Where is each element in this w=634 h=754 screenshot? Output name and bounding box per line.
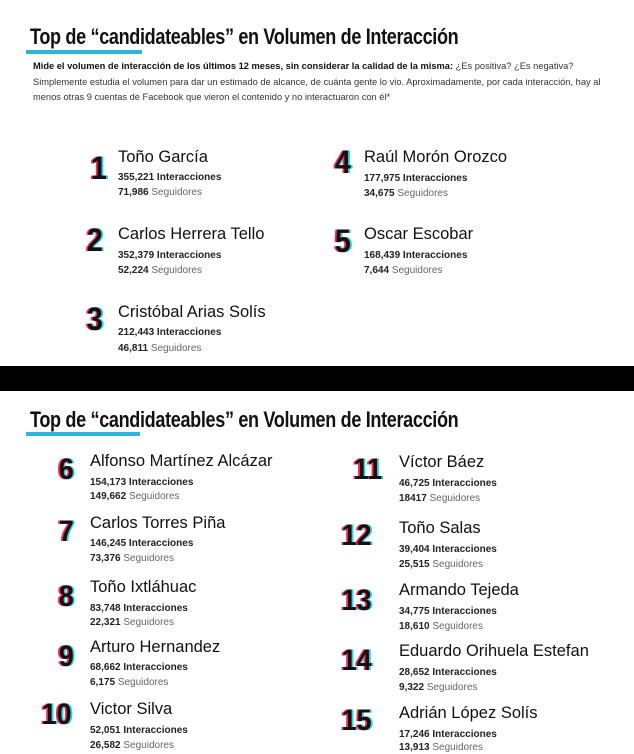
followers-count: 25,515 Seguidores xyxy=(399,559,483,570)
rank-number: 2 xyxy=(86,222,103,258)
interactions-count: 52,051 Interacciones xyxy=(90,725,188,736)
candidate-name: Eduardo Orihuela Estefan xyxy=(399,642,589,660)
rank-number: 10 xyxy=(41,698,72,731)
followers-count: 26,582 Seguidores xyxy=(90,740,174,751)
interactions-count: 68,662 Interacciones xyxy=(90,662,188,673)
followers-count: 7,644 Seguidores xyxy=(364,265,443,276)
candidate-name: Carlos Torres Piña xyxy=(90,514,226,532)
interactions-count: 154,173 Interacciones xyxy=(90,477,194,488)
ranking-panel-bottom xyxy=(0,391,634,754)
followers-count: 46,811 Seguidores xyxy=(118,343,202,354)
followers-count: 6,175 Seguidores xyxy=(90,677,169,688)
interactions-count: 168,439 Interacciones xyxy=(364,250,468,261)
rank-number: 1 xyxy=(90,150,107,186)
ranking-panel-top xyxy=(0,0,634,366)
followers-count: 34,675 Seguidores xyxy=(364,188,448,199)
followers-count: 71,986 Seguidores xyxy=(118,187,202,198)
candidate-name: Víctor Báez xyxy=(399,453,485,471)
rank-number: 14 xyxy=(341,644,372,677)
rank-number: 12 xyxy=(341,519,372,552)
rank-number: 8 xyxy=(58,580,74,613)
interactions-count: 83,748 Interacciones xyxy=(90,603,188,614)
candidate-name: Adrián López Solís xyxy=(399,704,538,722)
rank-number: 11 xyxy=(353,453,383,486)
interactions-count: 39,404 Interacciones xyxy=(399,544,497,555)
interactions-count: 28,652 Interacciones xyxy=(399,667,497,678)
interactions-count: 355,221 Interacciones xyxy=(118,172,222,183)
title-underline xyxy=(26,50,142,54)
panel-title: Top de “candidateables” en Volumen de Interacción xyxy=(30,24,459,49)
candidate-name: Toño García xyxy=(118,148,208,166)
candidate-name: Toño Ixtláhuac xyxy=(90,578,197,596)
followers-count: 52,224 Seguidores xyxy=(118,265,202,276)
interactions-count: 34,775 Interacciones xyxy=(399,606,497,617)
title-underline xyxy=(26,432,140,436)
followers-count: 18417 Seguidores xyxy=(399,493,481,504)
candidate-name: Oscar Escobar xyxy=(364,225,474,243)
candidate-name: Raúl Morón Orozco xyxy=(364,148,508,166)
rank-number: 9 xyxy=(58,640,74,673)
description-text: ¿Es positiva? ¿Es negativa? Simplemente estudia el volumen para dar un estimado de alcance, de cuánta gente lo vio. Aproximadamente, por cada interacción, hay al menos otras 9 cuentas de Facebook que vieron el contenido y no interactuaron con él* xyxy=(33,61,601,102)
interactions-count: 352,379 Interacciones xyxy=(118,250,222,261)
candidate-name: Toño Salas xyxy=(399,519,481,537)
rank-number: 6 xyxy=(58,453,74,486)
interactions-count: 212,443 Interacciones xyxy=(118,327,222,338)
followers-count: 9,322 Seguidores xyxy=(399,682,478,693)
rank-number: 3 xyxy=(86,301,103,337)
rank-number: 13 xyxy=(341,584,372,617)
candidate-name: Carlos Herrera Tello xyxy=(118,225,265,243)
description xyxy=(33,59,625,106)
rank-number: 7 xyxy=(58,515,74,548)
panel-title: Top de “candidateables” en Volumen de Interacción xyxy=(30,407,459,432)
candidate-name: Alfonso Martínez Alcázar xyxy=(90,452,273,470)
candidate-name: Victor Silva xyxy=(90,700,173,718)
rank-number: 5 xyxy=(334,223,351,259)
followers-count: 18,610 Seguidores xyxy=(399,621,483,632)
followers-count: 13,913 Seguidores xyxy=(399,742,483,753)
followers-count: 73,376 Seguidores xyxy=(90,553,174,564)
interactions-count: 146,245 Interacciones xyxy=(90,538,194,549)
followers-count: 22,321 Seguidores xyxy=(90,617,174,628)
candidate-name: Armando Tejeda xyxy=(399,581,519,599)
description-bold: Mide el volumen de interacción de los últimos 12 meses, sin considerar la calidad de la misma: xyxy=(33,61,454,71)
followers-count: 149,662 Seguidores xyxy=(90,491,180,502)
candidate-name: Arturo Hernandez xyxy=(90,638,221,656)
rank-number: 4 xyxy=(334,144,351,180)
candidate-name: Cristóbal Arias Solís xyxy=(118,303,266,321)
interactions-count: 46,725 Interacciones xyxy=(399,478,497,489)
rank-number: 15 xyxy=(341,704,372,737)
interactions-count: 177,975 Interacciones xyxy=(364,173,468,184)
interactions-count: 17,246 Interacciones xyxy=(399,729,497,740)
